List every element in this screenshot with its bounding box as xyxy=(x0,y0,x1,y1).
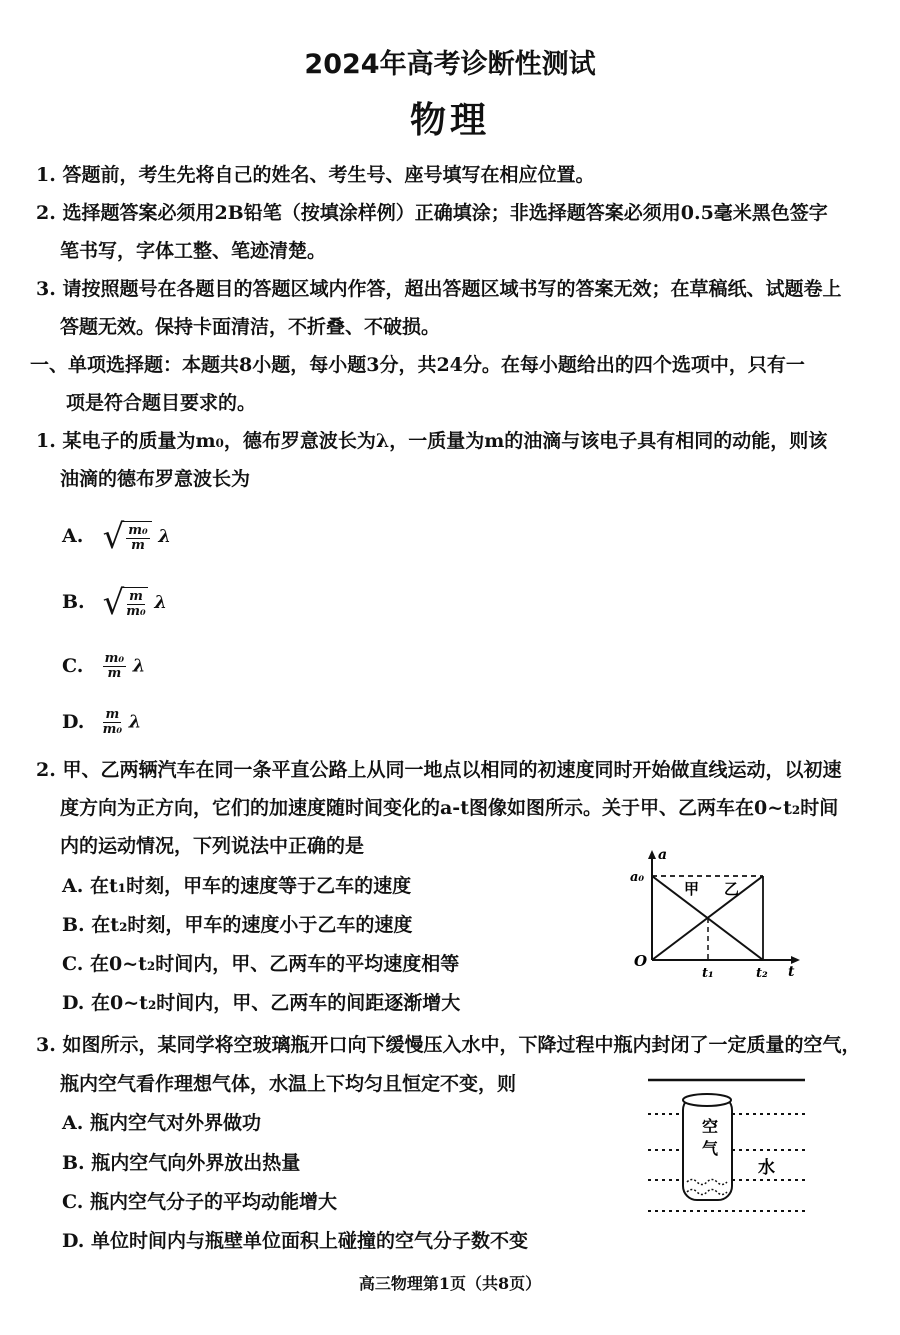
section-heading: 一、单项选择题：本题共8小题，每小题3分，共24分。在每小题给出的四个选项中，只有一 xyxy=(30,354,805,376)
note-3: 3. 请按照题号在各题目的答题区域内作答，超出答题区域书写的答案无效；在草稿纸、试题卷上 xyxy=(36,278,842,300)
q1-option-d[interactable] xyxy=(62,708,141,737)
option-label: D. xyxy=(62,710,85,733)
q2-stem-cont-2: 内的运动情况，下列说法中正确的是 xyxy=(60,835,365,857)
note-2: 2. 选择题答案必须用2B铅笔（按填涂样例）正确填涂；非选择题答案必须用0.5毫米黑色签字 xyxy=(36,202,828,224)
q3-option-b[interactable]: B. 瓶内空气向外界放出热量 xyxy=(62,1152,301,1174)
q2-option-c[interactable]: C. 在0~t₂时间内，甲、乙两车的平均速度相等 xyxy=(62,953,460,975)
q3-stem: 3. 如图所示，某同学将空玻璃瓶开口向下缓慢压入水中，下降过程中瓶内封闭了一定质量的空气， xyxy=(36,1034,861,1056)
sqrt-expression: √ $\frac{m}{\text{m₀}}$ xyxy=(102,583,146,623)
jia-label: 甲 xyxy=(684,880,700,898)
option-label: C. xyxy=(62,654,84,677)
q2-option-b[interactable]: B. 在t₂时刻，甲车的速度小于乙车的速度 xyxy=(62,914,413,936)
yi-label: 乙 xyxy=(724,880,740,898)
q1-option-a[interactable] xyxy=(62,517,171,557)
option-label: B. xyxy=(62,591,85,613)
t-axis-label: t xyxy=(788,964,795,980)
lambda-symbol: λ xyxy=(154,592,167,613)
water-label: 水 xyxy=(758,1158,775,1178)
q3-option-a[interactable]: A. 瓶内空气对外界做功 xyxy=(62,1112,261,1134)
lambda-symbol: λ xyxy=(128,711,142,733)
sqrt-expression: √ $\frac{\text{m₀}}{m}$ xyxy=(103,520,152,554)
fraction: $\frac{\text{m₀}}{m}$ xyxy=(104,651,125,681)
a-t-graph xyxy=(628,845,808,980)
y-axis-label: a xyxy=(658,847,668,863)
q2-option-d[interactable]: D. 在0~t₂时间内，甲、乙两车的间距逐渐增大 xyxy=(62,992,461,1014)
t2-label: t₂ xyxy=(756,966,768,980)
q3-option-c[interactable]: C. 瓶内空气分子的平均动能增大 xyxy=(62,1191,338,1213)
lambda-symbol: λ xyxy=(132,655,146,677)
q3-option-d[interactable]: D. 单位时间内与瓶壁单位面积上碰撞的空气分子数不变 xyxy=(62,1230,529,1252)
a0-label: a₀ xyxy=(630,870,645,885)
q1-option-b[interactable] xyxy=(62,583,167,623)
lambda-symbol: λ xyxy=(158,526,171,547)
section-heading-cont: 项是符合题目要求的。 xyxy=(66,392,257,414)
note-3-cont: 答题无效。保持卡面清洁，不折叠、不破损。 xyxy=(60,316,441,338)
origin-label: O xyxy=(634,952,648,970)
q2-option-a[interactable]: A. 在t₁时刻，甲车的速度等于乙车的速度 xyxy=(62,875,412,897)
q2-stem-cont-1: 度方向为正方向，它们的加速度随时间变化的a-t图像如图所示。关于甲、乙两车在0~t₂时间 xyxy=(60,797,839,819)
note-1: 1. 答题前，考生先将自己的姓名、考生号、座号填写在相应位置。 xyxy=(36,164,595,186)
note-2-cont: 笔书写，字体工整、笔迹清楚。 xyxy=(60,240,327,262)
t1-label: t₁ xyxy=(702,966,714,980)
q1-stem-cont: 油滴的德布罗意波长为 xyxy=(60,468,251,490)
air-label-1: 空 xyxy=(702,1117,719,1136)
subject-title: 物理 xyxy=(409,100,490,141)
exam-title: 2024年高考诊断性测试 xyxy=(304,49,596,80)
q2-stem: 2. 甲、乙两辆汽车在同一条平直公路上从同一地点以相同的初速度同时开始做直线运动，以初速 xyxy=(36,759,842,781)
q1-option-c[interactable] xyxy=(62,652,145,681)
q1-stem: 1. 某电子的质量为m₀，德布罗意波长为λ，一质量为m的油滴与该电子具有相同的动能，则该 xyxy=(36,430,828,452)
air-label-2: 气 xyxy=(702,1139,719,1158)
option-label: A. xyxy=(62,525,84,547)
q3-stem-cont: 瓶内空气看作理想气体，水温上下均匀且恒定不变，则 xyxy=(60,1073,517,1095)
bottle-in-water-figure xyxy=(640,1070,815,1220)
page-footer: 高三物理第1页（共8页） xyxy=(358,1274,542,1293)
fraction: $\frac{m}{\text{m₀}}$ xyxy=(102,707,123,737)
